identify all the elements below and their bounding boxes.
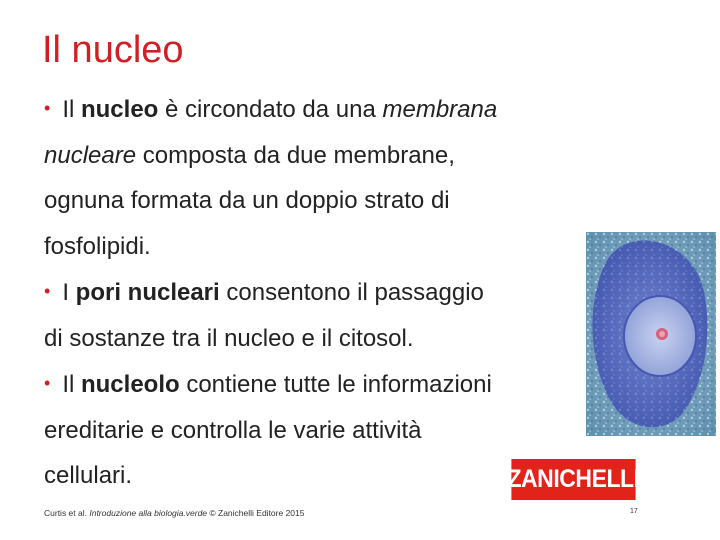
term-pori-nucleari: pori nucleari [75,279,220,306]
bullet-paragraph-pori: • I pori nucleari consentono il passaggio di sostanze tra il nucleo e il citosol. [44,279,484,352]
term-membrana: membrana [382,96,498,123]
bullet-icon: • [44,281,51,301]
footer-citation: Curtis et al. Introduzione alla biologia.verde © Zanichelli Editore 2015 [44,508,305,518]
page-number: 17 [630,508,638,515]
term-nucleo: nucleo [80,96,159,123]
bullet-icon: • [44,373,51,393]
slide-title: Il nucleo [42,29,184,71]
term-nucleolo: nucleolo [80,371,180,398]
bullet-paragraph-nucleolo: • Il nucleolo contiene tutte le informazioni ereditarie e controlla le varie attività cellulari. [44,371,492,489]
slide-body [44,86,584,499]
zanichelli-logo: ZANICHELLI [511,459,635,500]
bullet-paragraph-membrane: • Il nucleo è circondato da una membrana nucleare composta da due membrane, ognuna formata da un doppio strato di fosfolipidi. [44,96,498,260]
bullet-icon: • [44,98,51,118]
cell-micrograph-image [586,232,716,436]
term-nucleare: nucleare [44,141,137,169]
